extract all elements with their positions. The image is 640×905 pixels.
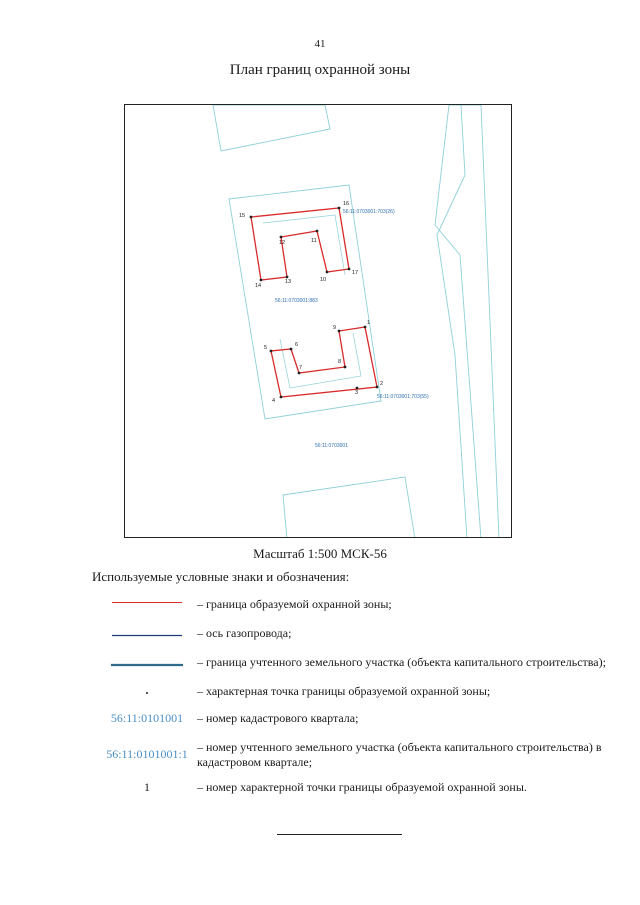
- parcel-top-left: [213, 105, 330, 151]
- zone-lower: [271, 327, 377, 397]
- point-3: [356, 387, 359, 390]
- legend-symbol-red-line: [92, 601, 202, 604]
- point-10: [326, 271, 329, 274]
- point-label-1: 1: [367, 320, 371, 326]
- red-line-icon: [112, 601, 182, 604]
- point-label-17: 17: [352, 270, 359, 276]
- point-label-15: 15: [239, 213, 246, 219]
- point-9: [338, 330, 341, 333]
- plan-title: План границ охранной зоны: [229, 62, 411, 78]
- legend-desc: – граница образуемой охранной зоны;: [197, 597, 392, 611]
- point-7: [298, 372, 301, 375]
- point-label-11: 11: [311, 238, 317, 244]
- parcel-bottom: [283, 477, 415, 538]
- parcel-label-middle: 56:11:0703001:883: [275, 298, 318, 304]
- point-13: [286, 276, 289, 279]
- legend-title: Используемые условные знаки и обозначения:: [92, 569, 350, 584]
- point-label-3: 3: [355, 390, 359, 396]
- parcel-label-lower: 56:11:0703001:703(55): [377, 394, 429, 400]
- legend-desc: – характерная точка границы образуемой охранной зоны;: [197, 684, 491, 698]
- legend-symbol-point-number: 1: [144, 780, 150, 794]
- point-label-5: 5: [264, 345, 268, 351]
- legend-symbol-dot: [92, 692, 202, 694]
- point-2: [376, 386, 379, 389]
- legend-symbol-navy-line: [92, 634, 202, 637]
- point-6: [290, 348, 293, 351]
- point-label-10: 10: [320, 277, 327, 283]
- legend-symbol-teal-line: [92, 663, 202, 667]
- point-12: [280, 236, 283, 239]
- point-label-7: 7: [299, 365, 303, 371]
- inner-outline-lower: [280, 333, 361, 388]
- signature-line: [277, 834, 402, 835]
- navy-line-icon: [112, 634, 182, 637]
- scale-caption: Масштаб 1:500 МСК-56: [253, 546, 387, 561]
- parcel-label-upper: 56:11:0703001:703(26): [343, 209, 395, 215]
- inner-outline-upper: [263, 215, 345, 275]
- legend-desc: – номер кадастрового квартала;: [197, 711, 359, 725]
- point-1: [364, 326, 367, 329]
- point-4: [280, 396, 283, 399]
- point-label-16: 16: [343, 201, 350, 207]
- dot-icon: [146, 692, 148, 694]
- legend-desc: – номер характерной точки границы образуемой охранной зоны.: [197, 780, 527, 794]
- point-5: [270, 350, 273, 353]
- point-15: [250, 216, 253, 219]
- point-17: [348, 268, 351, 271]
- plan-map: [125, 105, 512, 538]
- point-label-13: 13: [285, 279, 292, 285]
- page-number: 41: [314, 38, 326, 50]
- point-label-12: 12: [279, 240, 286, 246]
- parcel-road: [435, 105, 499, 538]
- point-label-8: 8: [338, 359, 342, 365]
- point-label-2: 2: [380, 381, 384, 387]
- teal-line-icon: [111, 663, 183, 667]
- point-label-9: 9: [333, 325, 337, 331]
- point-8: [344, 366, 347, 369]
- legend-desc: – ось газопровода;: [197, 626, 292, 640]
- legend-symbol-quarter-code: 56:11:0101001: [110, 711, 184, 725]
- point-label-6: 6: [295, 342, 299, 348]
- map-frame: [124, 104, 512, 538]
- legend-symbol-parcel-code: 56:11:0101001:1: [106, 747, 188, 761]
- point-11: [316, 230, 319, 233]
- point-label-14: 14: [255, 283, 262, 289]
- point-label-4: 4: [272, 398, 276, 404]
- point-14: [260, 279, 263, 282]
- point-16: [338, 207, 341, 210]
- legend-desc: – граница учтенного земельного участка (объекта капитального строительства);: [197, 655, 606, 669]
- legend-desc: – номер учтенного земельного участка (объекта капитального строительства) в кадастровом квартале;: [197, 740, 602, 769]
- quarter-label: 56:11:0703001: [315, 443, 348, 449]
